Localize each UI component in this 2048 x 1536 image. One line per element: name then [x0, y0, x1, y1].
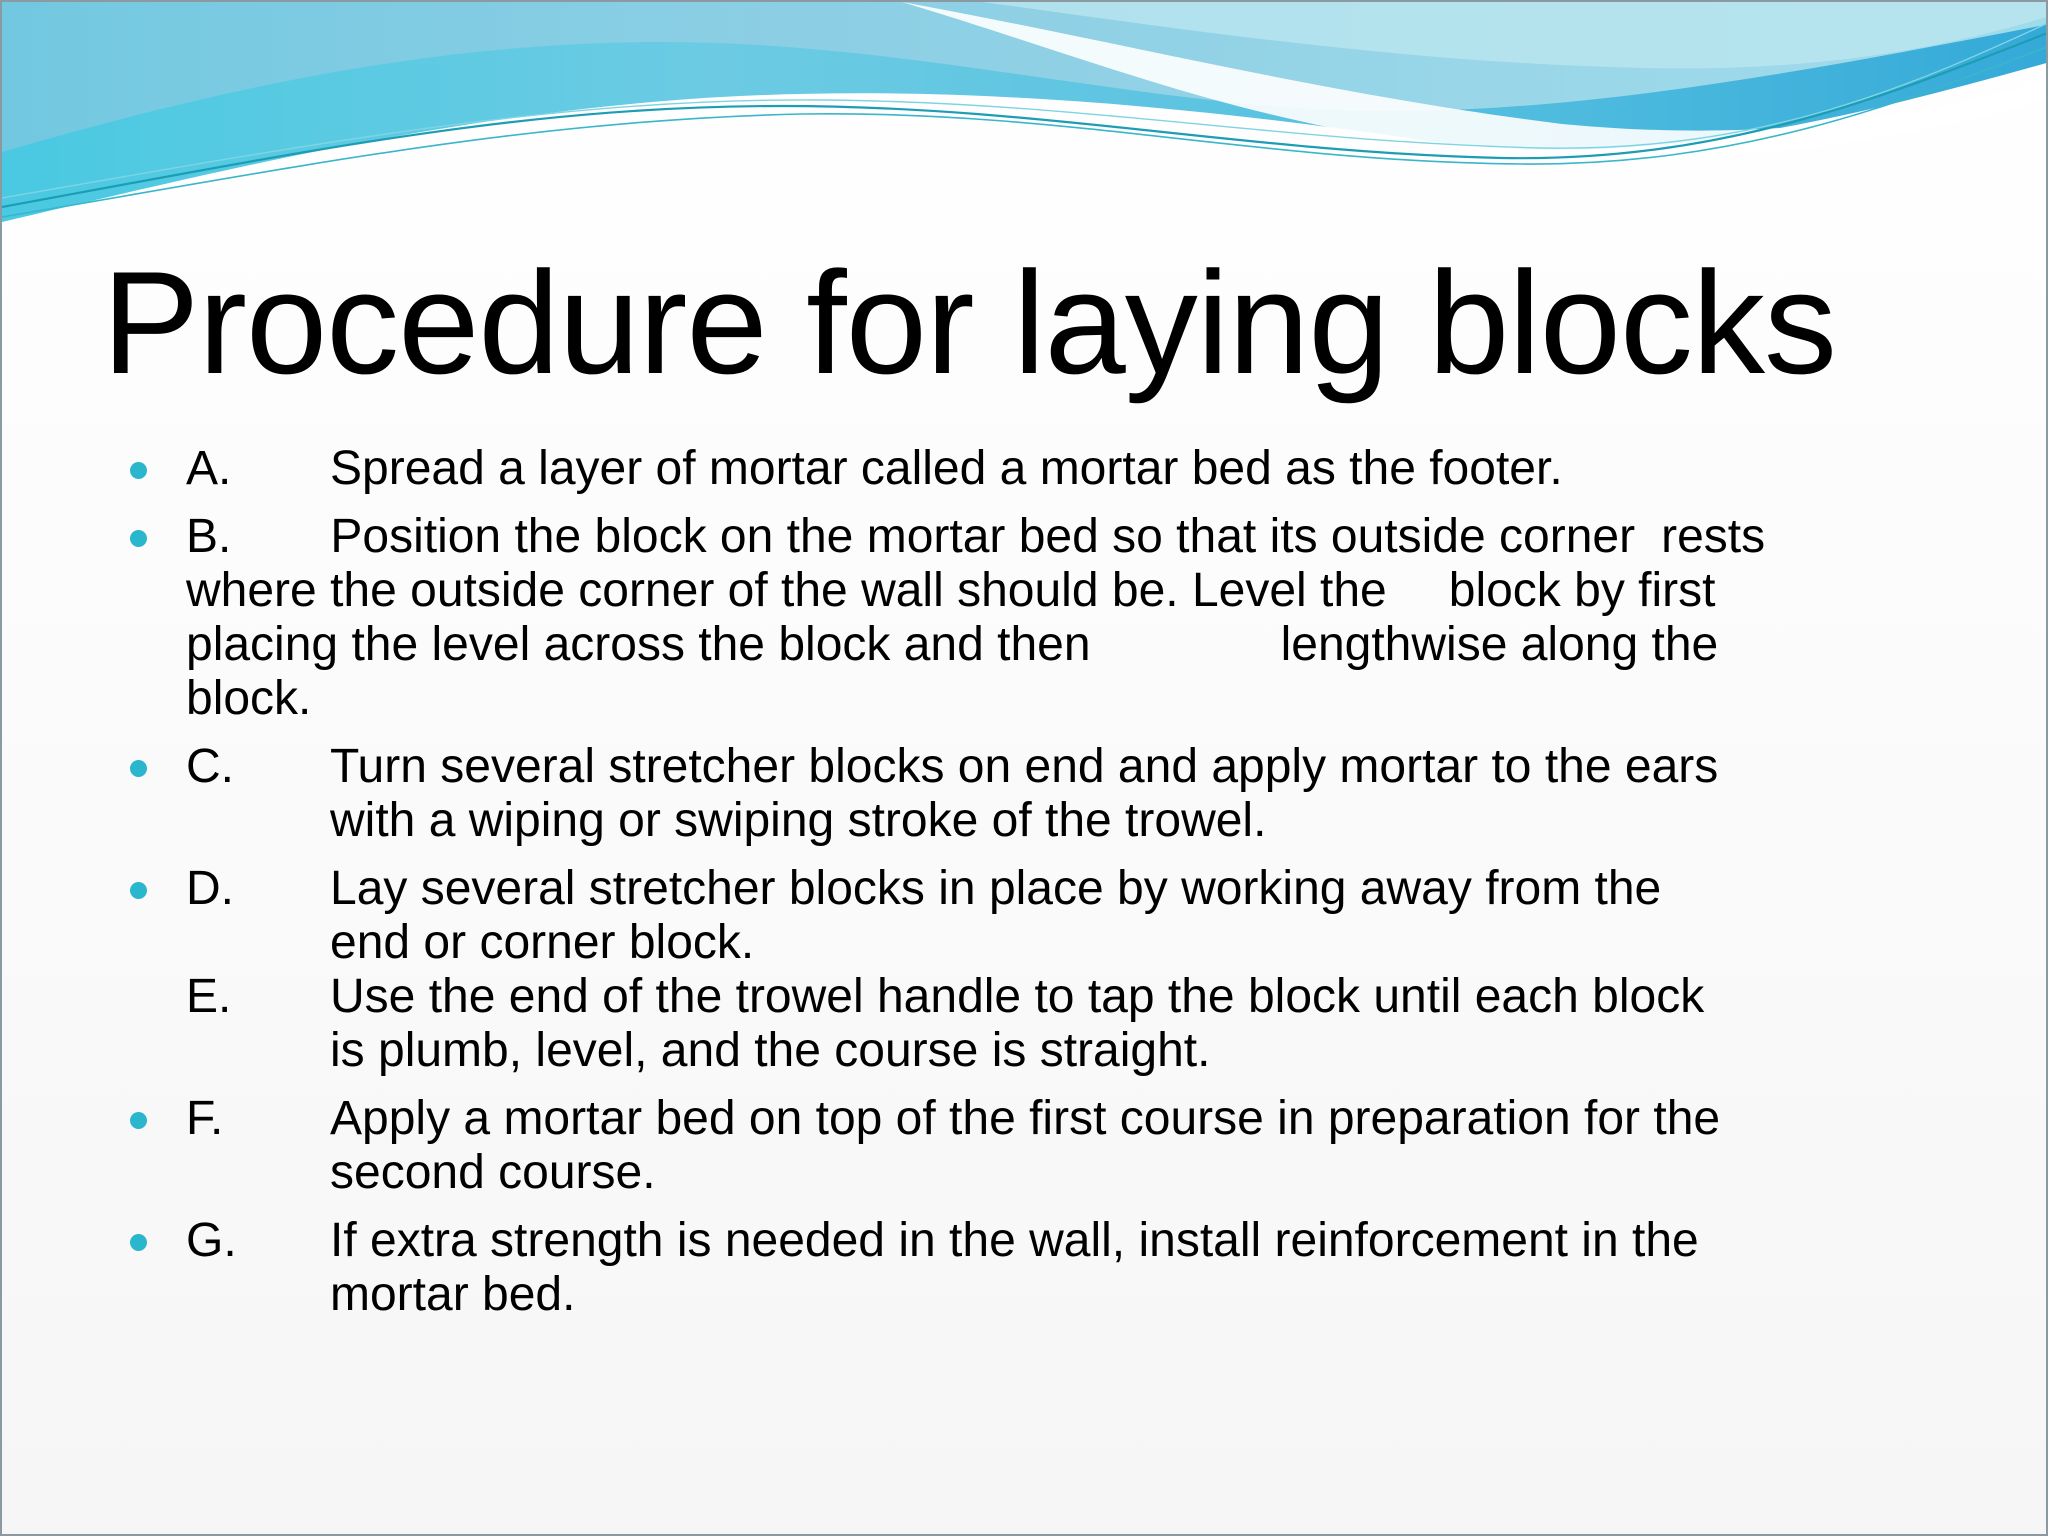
item-text: Use the end of the trowel handle to tap the block until each block is plumb, level, and the course is straight. [330, 970, 1705, 1077]
item-text: If extra strength is needed in the wall, install reinforcement in the mortar bed. [330, 1214, 1699, 1321]
item-text: B. Position the block on the mortar bed so that its outside corner rests where the outside corner of the wall should be. Level the block by first placing the level across the block and then lengthwise along the block. [186, 510, 1766, 725]
bullet-icon [130, 760, 147, 777]
item-letter: F. [186, 1092, 224, 1145]
item-letter: C. [186, 740, 234, 793]
list-item-a [2, 442, 2048, 496]
list-item-d [2, 862, 2048, 970]
item-text: Apply a mortar bed on top of the first course in preparation for the second course. [330, 1092, 1721, 1199]
item-letter: D. [186, 862, 234, 915]
item-letter: E. [186, 970, 232, 1023]
item-text: Turn several stretcher blocks on end and apply mortar to the ears with a wiping or swiping stroke of the trowel. [330, 740, 1719, 847]
item-text: Lay several stretcher blocks in place by working away from the end or corner block. [330, 862, 1662, 969]
list-item-e [2, 970, 2048, 1078]
bullet-icon [130, 530, 147, 547]
list-item-g [2, 1214, 2048, 1322]
bullet-icon [130, 882, 147, 899]
item-text: Spread a layer of mortar called a mortar bed as the footer. [330, 442, 1563, 495]
item-letter: A. [186, 442, 232, 495]
slide-title: Procedure for laying blocks [102, 241, 1836, 404]
bullet-icon [130, 462, 147, 479]
procedure-list [2, 442, 2048, 1336]
list-item-b [2, 510, 2048, 726]
list-item-c [2, 740, 2048, 848]
item-letter: G. [186, 1214, 237, 1267]
bullet-icon [130, 1112, 147, 1129]
header-wave-decoration [2, 2, 2048, 242]
list-item-f [2, 1092, 2048, 1200]
bullet-icon [130, 1234, 147, 1251]
